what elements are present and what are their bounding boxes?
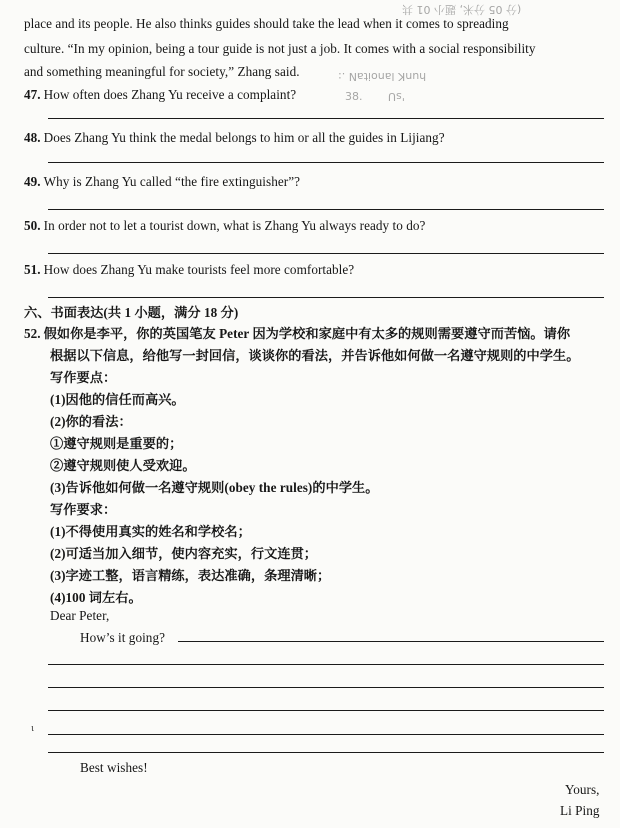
writing-prompt: 假如你是李平，你的英国笔友 Peter 因为学校和家庭中有太多的规则需要遵守而苦恼。请你 <box>43 326 571 341</box>
question-text: In order not to let a tourist down, what is Zhang Yu always ready to do? <box>43 218 426 233</box>
question-number: 49. <box>24 174 41 189</box>
answer-line[interactable] <box>48 710 604 711</box>
bleed-through-text: (分 05 分米, 题小 01 共 <box>402 3 522 16</box>
margin-mark: ι <box>31 722 34 734</box>
question-text: Does Zhang Yu think the medal belongs to him or all the guides in Lijiang? <box>43 130 445 145</box>
answer-line[interactable] <box>178 641 604 642</box>
writing-point: (3)告诉他如何做一名遵守规则(obey the rules)的中学生。 <box>50 480 379 495</box>
question-number: 51. <box>24 262 41 277</box>
bleed-through-text: hunK lanoitaN .: <box>338 70 427 83</box>
bleed-through-text: 38. <box>345 90 363 103</box>
passage-line: place and its people. He also thinks guides should take the lead when it comes to spreading <box>24 16 509 31</box>
writing-points-title: 写作要点： <box>50 370 117 385</box>
question-47 <box>24 86 606 104</box>
writing-requirement: (1)不得使用真实的姓名和学校名； <box>50 524 251 539</box>
answer-line[interactable] <box>48 253 604 254</box>
writing-point: ①遵守规则是重要的； <box>50 436 183 451</box>
question-number: 47. <box>24 87 41 102</box>
answer-line[interactable] <box>48 752 604 753</box>
question-text: How often does Zhang Yu receive a complaint? <box>43 87 297 102</box>
answer-line[interactable] <box>48 118 604 119</box>
section-title: 六、书面表达(共 1 小题，满分 18 分) <box>24 305 239 320</box>
letter-signature: Li Ping <box>560 803 600 818</box>
answer-line[interactable] <box>48 687 604 688</box>
letter-signoff: Yours, <box>565 782 600 797</box>
answer-line[interactable] <box>48 162 604 163</box>
writing-requirements-title: 写作要求： <box>50 502 117 517</box>
writing-point: (1)因他的信任而高兴。 <box>50 392 185 407</box>
passage-line: and something meaningful for society,” Zhang said. <box>24 64 300 79</box>
answer-line[interactable] <box>48 209 604 210</box>
question-text: Why is Zhang Yu called “the fire extinguisher”? <box>43 174 300 189</box>
question-50 <box>24 217 606 235</box>
question-49 <box>24 173 606 191</box>
answer-line[interactable] <box>48 664 604 665</box>
letter-salutation: Dear Peter, <box>50 608 110 623</box>
question-number: 48. <box>24 130 41 145</box>
passage-line: culture. “In my opinion, being a tour guide is not just a job. It comes with a social responsibility <box>24 41 536 56</box>
question-51 <box>24 261 606 279</box>
answer-line[interactable] <box>48 734 604 735</box>
answer-line[interactable] <box>48 297 604 298</box>
question-number: 50. <box>24 218 41 233</box>
writing-point: ②遵守规则使人受欢迎。 <box>50 458 196 473</box>
writing-requirement: (2)可适当加入细节，使内容充实，行文连贯； <box>50 546 318 561</box>
question-48 <box>24 129 606 147</box>
question-text: How does Zhang Yu make tourists feel more comfortable? <box>43 262 355 277</box>
writing-prompt: 根据以下信息，给他写一封回信，谈谈你的看法，并告诉他如何做一名遵守规则的中学生。 <box>50 348 580 363</box>
writing-requirement: (4)100 词左右。 <box>50 590 142 605</box>
letter-closing: Best wishes! <box>80 760 148 775</box>
writing-point: (2)你的看法： <box>50 414 132 429</box>
question-52 <box>24 325 606 343</box>
writing-requirement: (3)字迹工整，语言精练，表达准确，条理清晰； <box>50 568 331 583</box>
letter-opening: How’s it going? <box>80 630 165 645</box>
question-number: 52. <box>24 326 41 341</box>
bleed-through-text: 'sU <box>388 90 405 103</box>
